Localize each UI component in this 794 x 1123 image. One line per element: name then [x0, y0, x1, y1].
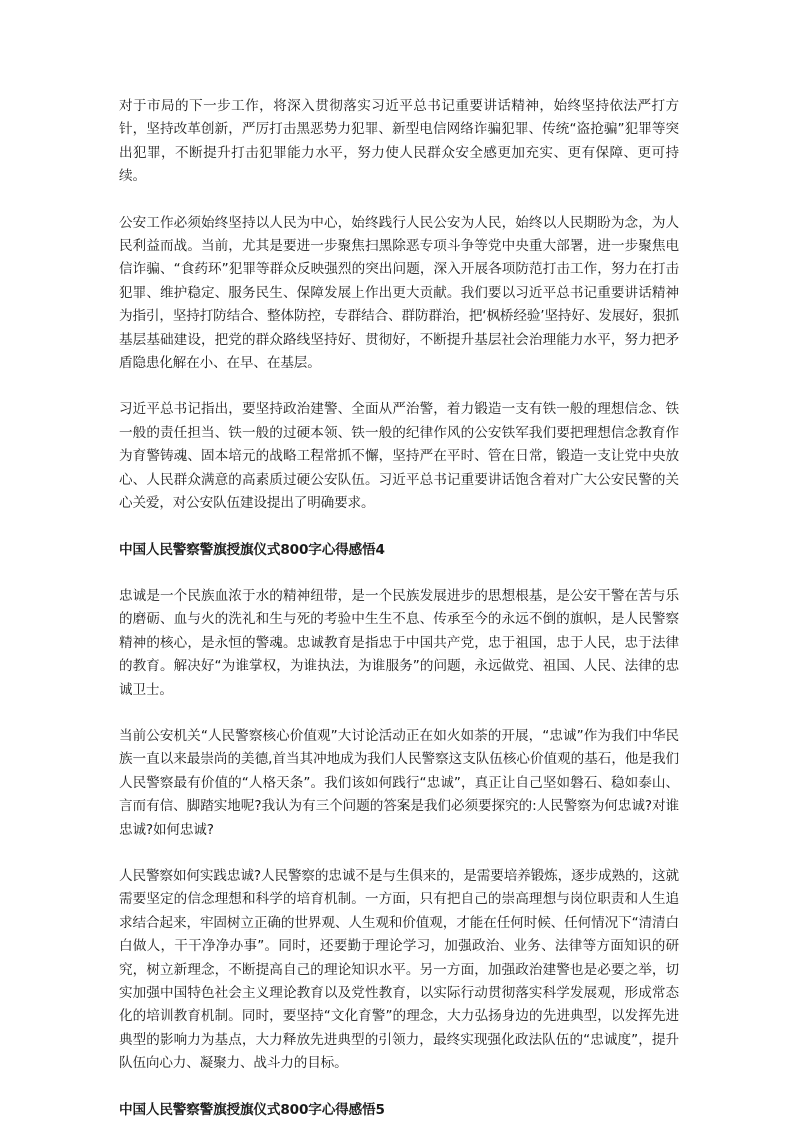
paragraph-work-plan: 对于市局的下一步工作，将深入贯彻落实习近平总书记重要讲话精神，始终坚持依法严打方针，坚持改革创新，严厉打击黑恶势力犯罪、新型电信网络诈骗犯罪、传统“盗抢骗”犯罪等突出犯罪，不断提升打击犯罪能力水平，努力使人民群众安全感更加充实、更有保障、更可持续。 [119, 98, 679, 185]
document-body [119, 95, 679, 1122]
paragraph-core-values: 当前公安机关“人民警察核心价值观”大讨论活动正在如火如荼的开展，“忠诚”作为我们中华民族一直以来最崇尚的美德,首当其冲地成为我们人民警察这支队伍核心价值观的基石，他是我们人民警察最有价值的“人格天条”。我们该如何践行“忠诚”，真正让自己坚如磐石、稳如泰山、言而有信、脚踏实地呢?我认为有三个问题的答案是我们必须要探究的:人民警察为何忠诚?对谁忠诚?如何忠诚? [119, 727, 679, 838]
paragraph-loyalty-bond: 忠诚是一个民族血浓于水的精神纽带，是一个民族发展进步的思想根基，是公安干警在苦与乐的磨砺、血与火的洗礼和生与死的考验中生生不息、传承至今的永远不倒的旗帜，是人民警察精神的核心，是永恒的警魂。忠诚教育是指忠于中国共产党，忠于祖国，忠于人民，忠于法律的教育。解决好“为谁掌权，为谁执法，为谁服务”的问题，永远做党、祖国、人民、法律的忠诚卫士。 [119, 587, 679, 698]
paragraph-political-police: 习近平总书记指出，要坚持政治建警、全面从严治警，着力锻造一支有铁一般的理想信念、铁一般的责任担当、铁一般的过硬本领、铁一般的纪律作风的公安铁军我们要把理想信念教育作为育警铸魂、固本培元的战略工程常抓不懈，坚持严在平时、管在日常，锻造一支让党中央放心、人民群众满意的高素质过硬公安队伍。习近平总书记重要讲话饱含着对广大公安民警的关心关爱，对公安队伍建设提出了明确要求。 [119, 401, 679, 512]
paragraph-people-centered: 公安工作必须始终坚持以人民为中心，始终践行人民公安为人民，始终以人民期盼为念，为人民利益而战。当前，尤其是要进一步聚焦扫黑除恶专项斗争等党中央重大部署，进一步聚焦电信诈骗、“食药环”犯罪等群众反映强烈的突出问题，深入开展各项防范打击工作，努力在打击犯罪、维护稳定、服务民生、保障发展上作出更大贡献。我们要以习近平总书记重要讲话精神为指引，坚持打防结合、整体防控，专群结合、群防群治，把‘枫桥经验’坚持好、发展好，狠抓基层基础建设，把党的群众路线坚持好、贯彻好，不断提升基层社会治理能力水平，努力把矛盾隐患化解在小、在早、在基层。 [119, 214, 679, 372]
section-heading-4: 中国人民警察警旗授旗仪式800字心得感悟4 [119, 541, 385, 558]
paragraph-practice-loyalty: 人民警察如何实践忠诚?人民警察的忠诚不是与生俱来的，是需要培养锻炼，逐步成熟的，这就需要坚定的信念理想和科学的培育机制。一方面，只有把自己的崇高理想与岗位职责和人生追求结合起来，牢固树立正确的世界观、人生观和价值观，才能在任何时候、任何情况下“清清白白做人，干干净净办事”。同时，还要勤于理论学习，加强政治、业务、法律等方面知识的研究，树立新理念，不断提高自己的理论知识水平。另一方面，加强政治建警也是必要之举，切实加强中国特色社会主义理论教育以及党性教育，以实际行动贯彻落实科学发展观，形成常态化的培训教育机制。同时，要坚持“文化育警”的理念，大力弘扬身边的先进典型，以发挥先进典型的影响力为基点，大力释放先进典型的引领力，最终实现强化政法队伍的“忠诚度”，提升队伍向心力、凝聚力、战斗力的目标。 [119, 867, 679, 1072]
section-heading-5: 中国人民警察警旗授旗仪式800字心得感悟5 [119, 1101, 385, 1118]
